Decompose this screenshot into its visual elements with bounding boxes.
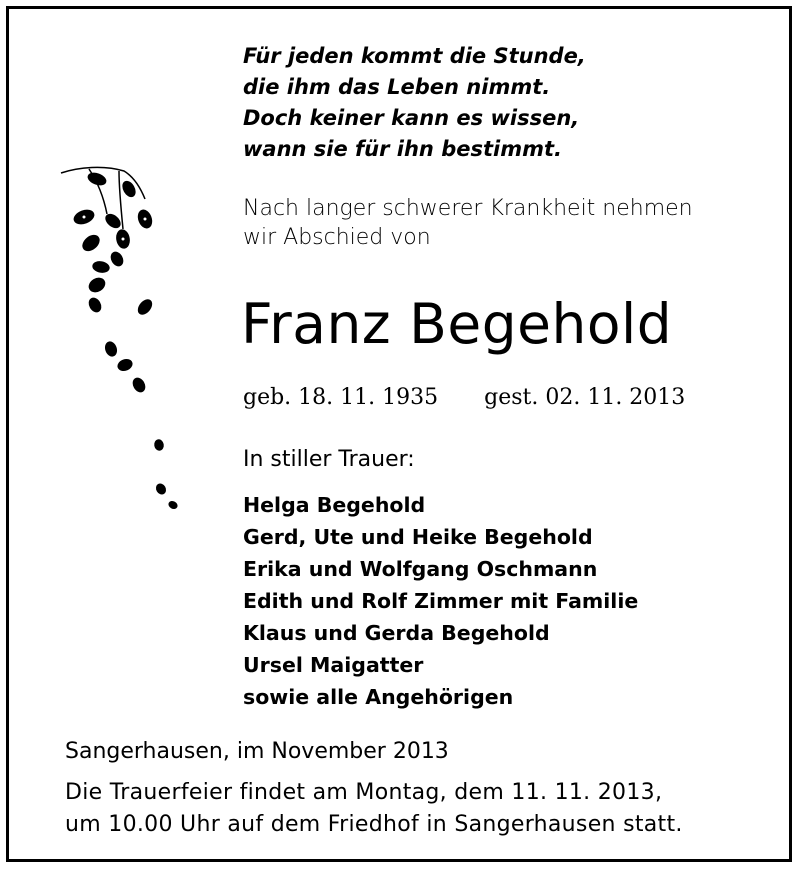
obituary-frame: [6, 6, 792, 862]
life-dates: [243, 383, 685, 413]
mourners-list: [243, 489, 638, 713]
mourner-name: Erika und Wolfgang Oschmann: [243, 557, 598, 581]
place-date: Sangerhausen, im November 2013: [65, 739, 449, 764]
mourning-heading: In stiller Trauer:: [243, 447, 415, 472]
mourner-name: Klaus und Gerda Begehold: [243, 621, 550, 645]
poem-line: die ihm das Leben nimmt.: [243, 75, 551, 99]
intro-line: wir Abschied von: [243, 225, 431, 250]
mourner-name: sowie alle Angehörigen: [243, 685, 514, 709]
mourner-name: Gerd, Ute und Heike Begehold: [243, 525, 593, 549]
deceased-name: Franz Begehold: [241, 292, 673, 356]
mourner-name: Ursel Maigatter: [243, 653, 424, 677]
falling-leaves-icon: [49, 159, 179, 519]
poem-line: wann sie für ihn bestimmt.: [243, 137, 562, 161]
birth-date: geb. 18. 11. 1935: [243, 385, 439, 410]
memorial-poem: [243, 41, 586, 165]
mourner-name: Edith und Rolf Zimmer mit Familie: [243, 589, 639, 613]
funeral-notice: [65, 777, 683, 841]
poem-line: Für jeden kommt die Stunde,: [243, 44, 586, 68]
intro-line: Nach langer schwerer Krankheit nehmen: [243, 196, 693, 221]
poem-line: Doch keiner kann es wissen,: [243, 106, 580, 130]
death-date: gest. 02. 11. 2013: [484, 385, 686, 410]
funeral-line: Die Trauerfeier findet am Montag, dem 11. 11. 2013,: [65, 780, 663, 805]
funeral-line: um 10.00 Uhr auf dem Friedhof in Sangerhausen statt.: [65, 812, 683, 837]
mourner-name: Helga Begehold: [243, 493, 426, 517]
intro-text: [243, 194, 693, 252]
